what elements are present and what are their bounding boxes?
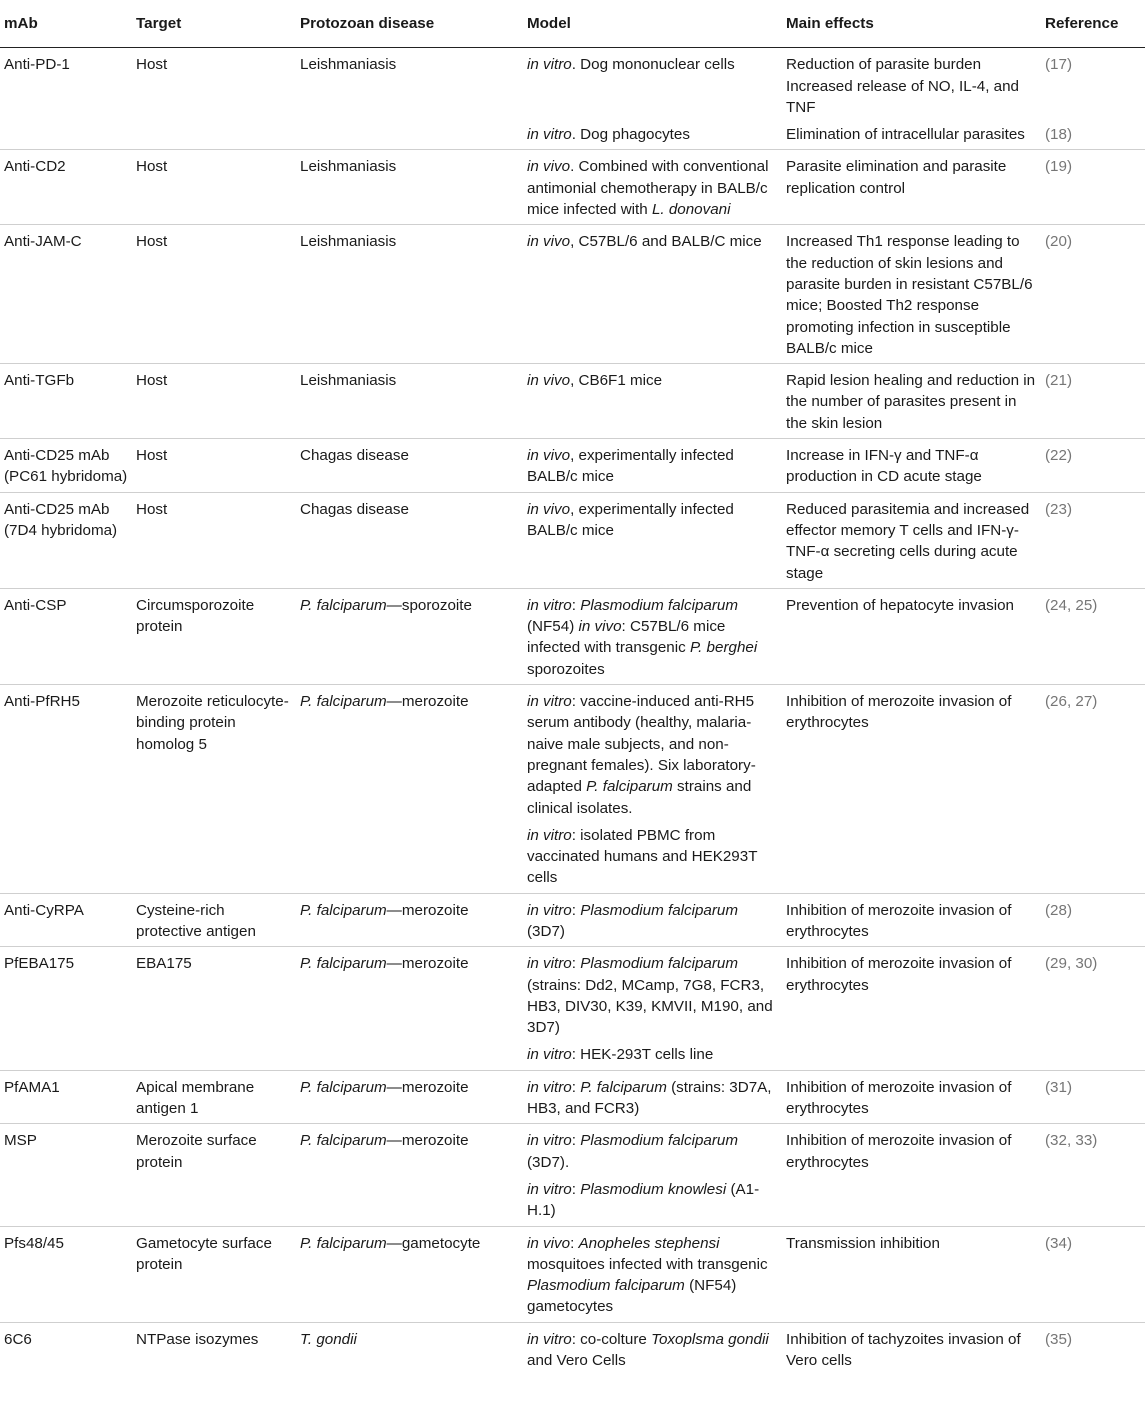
cell-mab: PfEBA175 bbox=[0, 947, 132, 1039]
cell-model: in vivo, experimentally infected BALB/c mice bbox=[523, 439, 782, 493]
table-row bbox=[0, 118, 1145, 150]
header-disease: Protozoan disease bbox=[296, 0, 523, 48]
cell-disease: P. falciparum—merozoite bbox=[296, 893, 523, 947]
table-row bbox=[0, 1226, 1145, 1322]
cell-reference: (24, 25) bbox=[1041, 588, 1145, 684]
cell-disease: Chagas disease bbox=[296, 439, 523, 493]
cell-reference: (20) bbox=[1041, 225, 1145, 364]
cell-reference: (26, 27) bbox=[1041, 685, 1145, 819]
cell-target: Host bbox=[136, 56, 168, 74]
header-mab: mAb bbox=[0, 0, 132, 48]
cell-reference: (21) bbox=[1041, 364, 1145, 439]
cell-mab: Pfs48/45 bbox=[0, 1226, 132, 1322]
cell-mab: Anti-JAM-C bbox=[0, 225, 132, 364]
cell-reference: (23) bbox=[1041, 492, 1145, 588]
cell-model: in vivo, C57BL/6 and BALB/C mice bbox=[523, 225, 782, 364]
cell-target: Host bbox=[132, 150, 296, 225]
cell-effects: Inhibition of merozoite invasion of erythrocytes bbox=[782, 893, 1041, 947]
cell-mab: Anti-CD2 bbox=[0, 150, 132, 225]
table-row bbox=[0, 1070, 1145, 1124]
table-row bbox=[0, 1038, 1145, 1070]
cell-reference: (22) bbox=[1041, 439, 1145, 493]
cell-effects: Increased Th1 response leading to the reduction of skin lesions and parasite burden in resistant C57BL/6 mice; Boosted Th2 response promoting infection in susceptible BALB/c mice bbox=[782, 225, 1041, 364]
table-row bbox=[0, 492, 1145, 588]
cell-mab: Anti-CD25 mAb (7D4 hybridoma) bbox=[0, 492, 132, 588]
cell-effects: Elimination of intracellular parasites bbox=[786, 126, 1025, 144]
cell-model: in vitro: Plasmodium falciparum (3D7) bbox=[523, 893, 782, 947]
cell-model: in vivo, CB6F1 mice bbox=[523, 364, 782, 439]
cell-model: in vitro: Plasmodium knowlesi (A1-H.1) bbox=[527, 1180, 760, 1220]
cell-disease: P. falciparum—sporozoite bbox=[296, 588, 523, 684]
cell-reference: (35) bbox=[1041, 1322, 1145, 1375]
cell-effects: Inhibition of tachyzoites invasion of Vero cells bbox=[782, 1322, 1041, 1375]
cell-effects: Reduced parasitemia and increased effector memory T cells and IFN-γ-TNF-α secreting cells during acute stage bbox=[782, 492, 1041, 588]
cell-target: Host bbox=[132, 225, 296, 364]
cell-disease: Leishmaniasis bbox=[296, 364, 523, 439]
header-target: Target bbox=[132, 0, 296, 48]
cell-disease: P. falciparum—merozoite bbox=[296, 685, 523, 819]
cell-reference: (17) bbox=[1045, 56, 1073, 74]
cell-target: NTPase isozymes bbox=[132, 1322, 296, 1375]
cell-mab: MSP bbox=[0, 1124, 132, 1173]
cell-target: Merozoite surface protein bbox=[132, 1124, 296, 1173]
table-row bbox=[0, 1124, 1145, 1173]
cell-effects: Inhibition of merozoite invasion of erythrocytes bbox=[782, 685, 1041, 819]
cell-target: Cysteine-rich protective antigen bbox=[132, 893, 296, 947]
cell-effects: Reduction of parasite burden Increased release of NO, IL-4, and TNF bbox=[786, 56, 1020, 116]
cell-effects: Inhibition of merozoite invasion of erythrocytes bbox=[782, 947, 1041, 1039]
cell-disease: Chagas disease bbox=[296, 492, 523, 588]
cell-mab: Anti-CyRPA bbox=[0, 893, 132, 947]
cell-target: Merozoite reticulocyte-binding protein homolog 5 bbox=[132, 685, 296, 819]
table-row bbox=[0, 1322, 1145, 1375]
cell-mab: Anti-CSP bbox=[0, 588, 132, 684]
cell-model: in vitro. Dog mononuclear cells bbox=[527, 56, 735, 74]
cell-mab: PfAMA1 bbox=[0, 1070, 132, 1124]
table-row bbox=[0, 364, 1145, 439]
cell-reference: (29, 30) bbox=[1041, 947, 1145, 1039]
cell-effects: Prevention of hepatocyte invasion bbox=[782, 588, 1041, 684]
table-row bbox=[0, 225, 1145, 364]
header-model: Model bbox=[523, 0, 782, 48]
cell-target: Host bbox=[132, 364, 296, 439]
cell-model: in vitro: isolated PBMC from vaccinated humans and HEK293T cells bbox=[527, 826, 758, 887]
table-row bbox=[0, 588, 1145, 684]
cell-effects: Inhibition of merozoite invasion of erythrocytes bbox=[782, 1124, 1041, 1173]
cell-model: in vivo, experimentally infected BALB/c mice bbox=[523, 492, 782, 588]
table-row bbox=[0, 819, 1145, 893]
cell-target: Gametocyte surface protein bbox=[132, 1226, 296, 1322]
cell-reference: (18) bbox=[1045, 126, 1073, 144]
cell-effects: Increase in IFN-γ and TNF-α production in CD acute stage bbox=[782, 439, 1041, 493]
table-row bbox=[0, 947, 1145, 1039]
cell-target: Host bbox=[132, 439, 296, 493]
cell-disease: P. falciparum—gametocyte bbox=[296, 1226, 523, 1322]
cell-disease: P. falciparum—merozoite bbox=[296, 947, 523, 1039]
cell-effects: Rapid lesion healing and reduction in the number of parasites present in the skin lesion bbox=[782, 364, 1041, 439]
cell-effects: Transmission inhibition bbox=[782, 1226, 1041, 1322]
table-row bbox=[0, 150, 1145, 225]
cell-reference: (19) bbox=[1041, 150, 1145, 225]
cell-disease: P. falciparum—merozoite bbox=[296, 1124, 523, 1173]
cell-target: Apical membrane antigen 1 bbox=[132, 1070, 296, 1124]
table-header-row bbox=[0, 0, 1145, 48]
cell-mab: 6C6 bbox=[0, 1322, 132, 1375]
table-row bbox=[0, 893, 1145, 947]
header-effects: Main effects bbox=[782, 0, 1041, 48]
table-row bbox=[0, 48, 1145, 118]
cell-reference: (34) bbox=[1041, 1226, 1145, 1322]
cell-mab: Anti-PfRH5 bbox=[0, 685, 132, 819]
table-row bbox=[0, 685, 1145, 819]
cell-disease: P. falciparum—merozoite bbox=[296, 1070, 523, 1124]
table-row bbox=[0, 1173, 1145, 1226]
cell-model: in vivo. Combined with conventional antimonial chemotherapy in BALB/c mice infected with L. donovani bbox=[523, 150, 782, 225]
cell-model: in vitro: vaccine-induced anti-RH5 serum antibody (healthy, malaria-naive male subjects, and non-pregnant females). Six laboratory-adapted P. falciparum strains and clinical isolates. bbox=[523, 685, 782, 819]
cell-model: in vitro: P. falciparum (strains: 3D7A, HB3, and FCR3) bbox=[523, 1070, 782, 1124]
cell-model: in vitro: Plasmodium falciparum (NF54) in vivo: C57BL/6 mice infected with transgenic P. berghei sporozoites bbox=[523, 588, 782, 684]
cell-effects: Parasite elimination and parasite replication control bbox=[782, 150, 1041, 225]
cell-target: EBA175 bbox=[132, 947, 296, 1039]
cell-model: in vitro: Plasmodium falciparum (strains: Dd2, MCamp, 7G8, FCR3, HB3, DIV30, K39, KMVII, M190, and 3D7) bbox=[523, 947, 782, 1039]
cell-model: in vitro: Plasmodium falciparum (3D7). bbox=[523, 1124, 782, 1173]
cell-model: in vitro: HEK-293T cells line bbox=[527, 1046, 714, 1064]
cell-disease: T. gondii bbox=[296, 1322, 523, 1375]
cell-reference: (32, 33) bbox=[1041, 1124, 1145, 1173]
cell-target: Circumsporozoite protein bbox=[132, 588, 296, 684]
cell-disease: Leishmaniasis bbox=[296, 150, 523, 225]
table-row bbox=[0, 439, 1145, 493]
cell-disease: Leishmaniasis bbox=[296, 225, 523, 364]
cell-mab: Anti-CD25 mAb (PC61 hybridoma) bbox=[0, 439, 132, 493]
cell-mab: Anti-PD-1 bbox=[4, 56, 70, 74]
cell-model: in vivo: Anopheles stephensi mosquitoes infected with transgenic Plasmodium falciparum (NF54) gametocytes bbox=[523, 1226, 782, 1322]
header-reference: Reference bbox=[1041, 0, 1145, 48]
cell-effects: Inhibition of merozoite invasion of erythrocytes bbox=[782, 1070, 1041, 1124]
cell-mab: Anti-TGFb bbox=[0, 364, 132, 439]
cell-target: Host bbox=[132, 492, 296, 588]
cell-disease: Leishmaniasis bbox=[300, 56, 397, 74]
cell-model: in vitro: co-colture Toxoplsma gondii and Vero Cells bbox=[523, 1322, 782, 1375]
cell-reference: (28) bbox=[1041, 893, 1145, 947]
cell-reference: (31) bbox=[1041, 1070, 1145, 1124]
cell-model: in vitro. Dog phagocytes bbox=[527, 126, 690, 144]
